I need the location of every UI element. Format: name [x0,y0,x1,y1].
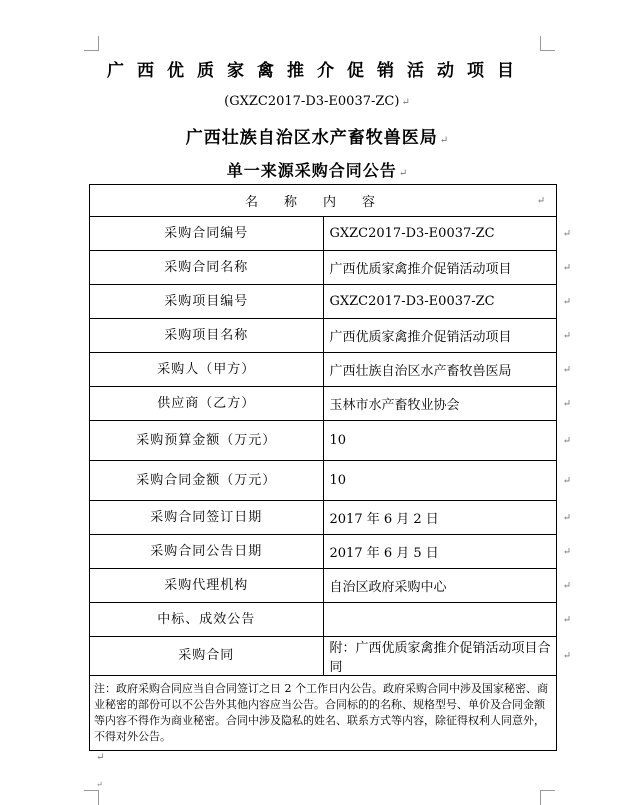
row-value-award-notice: ↵ [323,603,557,637]
crop-mark-top-right [540,36,555,51]
table-row [90,421,557,461]
row-value-contract: 附：广西优质家禽推介促销活动项目合同 ↵ [323,637,557,676]
table-row [90,353,557,387]
row-label-project-name: 采购项目名称 [90,319,324,353]
table-row [90,637,557,676]
row-label-contract-name: 采购合同名称 [90,251,324,285]
table-row [90,217,557,251]
crop-mark-bottom-left [84,790,99,805]
table-row [90,569,557,603]
row-value-contract-amount: 10 ↵ [323,461,557,501]
paragraph-mark: ↵ [96,752,105,763]
announcement-title: 单一来源采购合同公告 ↵ [226,161,408,180]
table-row [90,461,557,501]
row-label-project-no: 采购项目编号 [90,285,324,319]
contract-table [89,184,571,751]
row-label-agency: 采购代理机构 [90,569,324,603]
project-code: (GXZC2017-D3-E0037-ZC) ↵ [224,94,410,109]
row-label-supplier: 供应商（乙方） [90,387,324,421]
row-value-project-no: GXZC2017-D3-E0037-ZC ↵ [323,285,557,319]
table-row [90,251,557,285]
row-label-award-notice: 中标、成效公告 [90,603,324,637]
table-header-row [90,185,557,217]
row-value-supplier: 玉林市水产畜牧业协会 ↵ [323,387,557,421]
table-row [90,603,557,637]
table-row [90,501,557,535]
row-value-budget: 10 ↵ [323,421,557,461]
row-value-agency: 自治区政府采购中心 ↵ [323,569,557,603]
row-value-contract-name: 广西优质家禽推介促销活动项目 ↵ [323,251,557,285]
row-label-contract-no: 采购合同编号 [90,217,324,251]
table-row [90,387,557,421]
paragraph-mark-small: ↵ [96,780,103,789]
row-label-budget: 采购预算金额（万元） [90,421,324,461]
row-value-project-name: 广西优质家禽推介促销活动项目 ↵ [323,319,557,353]
row-value-purchaser: 广西壮族自治区水产畜牧兽医局 ↵ [323,353,557,387]
project-title: 广西优质家禽推介促销活动项目 [107,61,527,81]
row-value-publish-date: 2017 年 6 月 5 日 ↵ [323,535,557,569]
table-row [90,535,557,569]
crop-mark-top-left [84,36,99,51]
table-row [90,285,557,319]
row-value-contract-no: GXZC2017-D3-E0037-ZC ↵ [323,217,557,251]
agency-name: 广西壮族自治区水产畜牧兽医局 ↵ [185,128,449,148]
row-label-contract-amount: 采购合同金额（万元） [90,461,324,501]
row-label-contract: 采购合同 [90,637,324,676]
table-row [90,319,557,353]
row-label-sign-date: 采购合同签订日期 [90,501,324,535]
row-value-sign-date: 2017 年 6 月 2 日 ↵ [323,501,557,535]
table-note: 注：政府采购合同应当自合同签订之日 2 个工作日内公告。政府采购合同中涉及国家秘密、商业秘密的部份可以不公告外其他内容应当公告。合同标的的名称、规格型号、单价及合同金额等内容不得作为商业秘密。合同中涉及隐私的姓名、联系方式等内容，除征得权利人同意外，不得对外公告。 [90,676,557,751]
crop-mark-bottom-right [540,790,555,805]
row-label-publish-date: 采购合同公告日期 [90,535,324,569]
table-note-row [90,676,557,751]
row-label-purchaser: 采购人（甲方） [90,353,324,387]
table-header: 名称内容 ↵ [90,185,557,217]
